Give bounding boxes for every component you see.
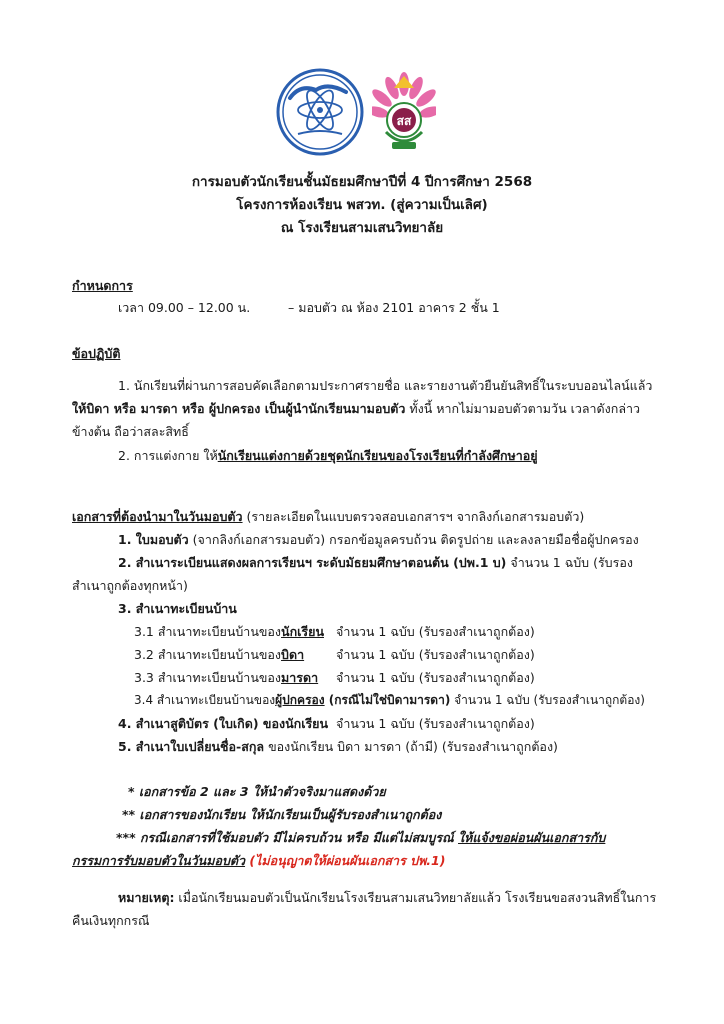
documents-heading-line — [72, 507, 584, 527]
document-5-detail: ของนักเรียน บิดา มารดา (ถ้ามี) (รับรองสำเนาถูกต้อง) — [264, 739, 558, 754]
svg-text:สส: สส — [396, 114, 412, 128]
rule-1-rest: ทั้งนี้ หากไม่มามอบตัวตามวัน เวลาดังกล่าว — [405, 401, 641, 416]
note-3-restriction: (ไม่อนุญาตให้ผ่อนผันเอกสาร ปพ.1) — [245, 853, 446, 868]
header-line-2: โครงการห้องเรียน พสวท. (สู่ความเป็นเลิศ) — [236, 197, 488, 213]
schedule-heading: กำหนดการ — [72, 278, 133, 293]
document-3-3-qty: จำนวน 1 ฉบับ (รับรองสำเนาถูกต้อง) — [336, 670, 535, 685]
rule-1-bold: ให้บิดา หรือ มารดา หรือ ผู้ปกครอง เป็นผู้นำนักเรียนมามอบตัว — [72, 401, 406, 416]
pswt-logo — [276, 68, 364, 156]
document-3-4-label: 3.4 สำเนาทะเบียนบ้านของ — [134, 693, 276, 707]
rule-2-label: 2. การแต่งกาย ให้ — [118, 448, 218, 463]
document-5-title: 5. สำเนาใบเปลี่ยนชื่อ-สกุล — [118, 739, 265, 754]
note-1: * เอกสารข้อ 2 และ 3 ให้นำตัวจริงมาแสดงด้วย — [128, 784, 386, 799]
note-2: ** เอกสารของนักเรียน ให้นักเรียนเป็นผู้รับรองสำเนาถูกต้อง — [122, 807, 442, 822]
remark — [118, 888, 656, 908]
rule-1-line-1: 1. นักเรียนที่ผ่านการสอบคัดเลือกตามประกาศรายชื่อ และรายงานตัวยืนยันสิทธิ์ในระบบออนไลน์แล้ว — [118, 378, 653, 393]
document-3-4-who: ผู้ปกครอง — [275, 693, 325, 707]
note-3-committee: กรรมการรับมอบตัวในวันมอบตัว — [72, 853, 246, 868]
document-5 — [118, 737, 558, 757]
document-3-2-label: 3.2 สำเนาทะเบียนบ้านของ — [134, 647, 282, 662]
document-1-title: 1. ใบมอบตัว — [118, 532, 189, 547]
document-3-3-label: 3.3 สำเนาทะเบียนบ้านของ — [134, 670, 282, 685]
schedule-detail: – มอบตัว ณ ห้อง 2101 อาคาร 2 ชั้น 1 — [288, 300, 500, 315]
schedule-time: เวลา 09.00 – 12.00 น. — [118, 300, 251, 315]
remark-label: หมายเหตุ: — [118, 890, 175, 905]
school-emblem-logo — [372, 70, 436, 156]
rule-2 — [118, 446, 538, 466]
document-3-1 — [134, 622, 324, 642]
rules-heading: ข้อปฏิบัติ — [72, 346, 121, 361]
document-1-detail: (จากลิงก์เอกสารมอบตัว) กรอกข้อมูลครบถ้วน ติดรูปถ่าย และลงลายมือชื่อผู้ปกครอง — [188, 532, 639, 547]
header-line-1: การมอบตัวนักเรียนชั้นมัธยมศึกษาปีที่ 4 ปีการศึกษา 2568 — [191, 174, 533, 190]
note-3-action: ให้แจ้งขอผ่อนผันเอกสารกับ — [458, 830, 606, 845]
document-4-qty: จำนวน 1 ฉบับ (รับรองสำเนาถูกต้อง) — [336, 716, 535, 731]
document-3-2-who: บิดา — [281, 647, 305, 662]
note-3-condition: *** กรณีเอกสารที่ใช้มอบตัว มีไม่ครบถ้วน หรือ มีแต่ไม่สมบูรณ์ — [116, 830, 459, 845]
rule-1-line-3: ข้างต้น ถือว่าสละสิทธิ์ — [72, 424, 189, 439]
document-2-cont: สำเนาถูกต้องทุกหน้า) — [72, 578, 188, 593]
remark-cont: คืนเงินทุกกรณี — [72, 913, 150, 928]
note-3-line-1 — [116, 828, 605, 848]
document-3-3 — [134, 668, 318, 688]
document-3-3-who: มารดา — [281, 670, 319, 685]
document-3-1-label: 3.1 สำเนาทะเบียนบ้านของ — [134, 624, 282, 639]
rule-1-line-2 — [72, 399, 640, 419]
document-2-title: 2. สำเนาระเบียนแสดงผลการเรียนฯ ระดับมัธยมศึกษาตอนต้น (ปพ.1 บ) — [118, 555, 507, 570]
document-4: 4. สำเนาสูติบัตร (ใบเกิด) ของนักเรียน — [118, 716, 329, 731]
document-3-4 — [134, 691, 645, 710]
document-3: 3. สำเนาทะเบียนบ้าน — [118, 601, 237, 616]
document-3-2 — [134, 645, 304, 665]
note-3-line-2 — [72, 851, 445, 871]
document-2-detail: จำนวน 1 ฉบับ (รับรอง — [506, 555, 633, 570]
document-3-1-qty: จำนวน 1 ฉบับ (รับรองสำเนาถูกต้อง) — [336, 624, 535, 639]
remark-text: เมื่อนักเรียนมอบตัวเป็นนักเรียนโรงเรียนสามเสนวิทยาลัยแล้ว โรงเรียนขอสงวนสิทธิ์ในการ — [174, 890, 657, 905]
document-1 — [118, 530, 639, 550]
document-2 — [118, 553, 633, 573]
header-line-3: ณ โรงเรียนสามเสนวิทยาลัย — [280, 220, 444, 236]
rule-2-emphasis: นักเรียนแต่งกายด้วยชุดนักเรียนของโรงเรียนที่กำลังศึกษาอยู่ — [217, 448, 538, 463]
documents-heading-note: (รายละเอียดในแบบตรวจสอบเอกสารฯ จากลิงก์เอกสารมอบตัว) — [242, 509, 585, 524]
documents-heading: เอกสารที่ต้องนำมาในวันมอบตัว — [72, 509, 243, 524]
document-3-4-qty: จำนวน 1 ฉบับ (รับรองสำเนาถูกต้อง) — [450, 693, 645, 707]
document-3-2-qty: จำนวน 1 ฉบับ (รับรองสำเนาถูกต้อง) — [336, 647, 535, 662]
document-3-1-who: นักเรียน — [281, 624, 324, 639]
document-3-4-condition: (กรณีไม่ใช่บิดามารดา) — [324, 693, 451, 707]
